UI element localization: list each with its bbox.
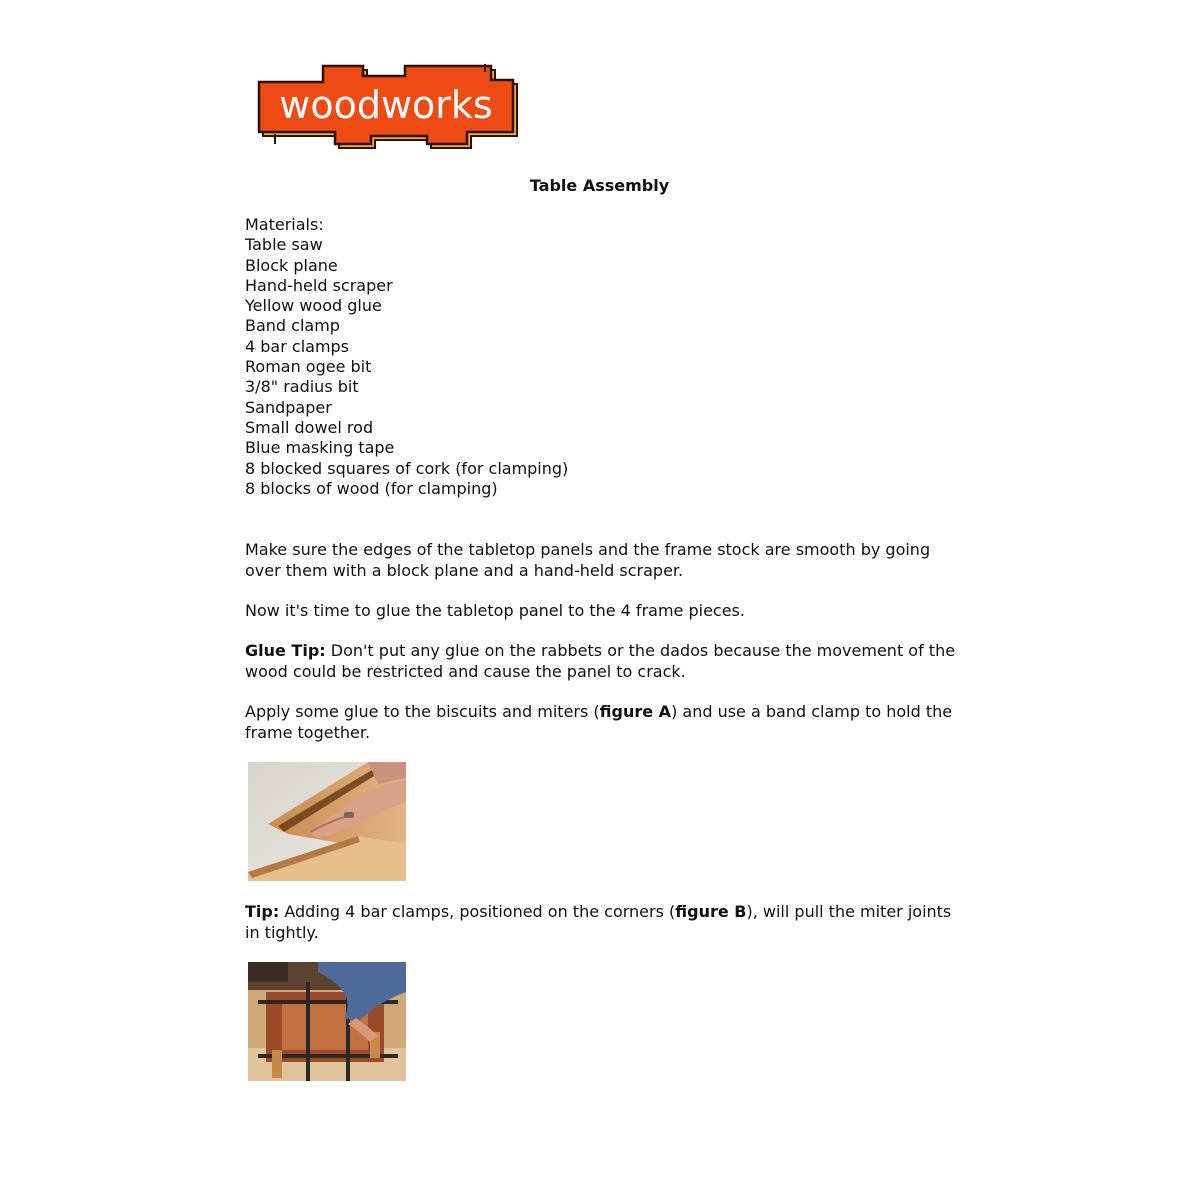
tip-text-a: Adding 4 bar clamps, positioned on the corners (: [279, 902, 676, 921]
list-item: Yellow wood glue: [245, 296, 382, 316]
list-item: 8 blocks of wood (for clamping): [245, 478, 498, 498]
glue-tip-text: Don't put any glue on the rabbets or the dados because the movement of the wood could be restricted and cause the panel to crack.: [245, 641, 956, 681]
list-item: 8 blocked squares of cork (for clamping): [245, 458, 569, 478]
figure-a-reference: figure A: [599, 702, 672, 721]
figure-b-reference: figure B: [675, 902, 747, 921]
list-item: Table saw: [245, 235, 323, 255]
list-item: Roman ogee bit: [245, 357, 372, 377]
figure-b-photo: [248, 962, 406, 1081]
tip-text-b: ), will pull the miter joints in tightly.: [245, 902, 952, 942]
glue-tip-label: Glue Tip:: [245, 641, 326, 660]
page-title: Table Assembly: [529, 176, 670, 195]
paragraph-glue-tip: [245, 641, 957, 682]
apply-glue-text-a: Apply some glue to the biscuits and miters (: [245, 702, 600, 721]
paragraph-smooth-edges: Make sure the edges of the tabletop panels and the frame stock are smooth by going over them with a block plane and a hand-held scraper.: [245, 540, 931, 580]
apply-glue-text-b: ) and use a band clamp to hold the frame together.: [245, 702, 953, 742]
list-item: Band clamp: [245, 316, 340, 336]
paragraph-apply-glue: [245, 702, 957, 743]
figure-a-photo: [248, 762, 406, 881]
list-item: Hand-held scraper: [245, 275, 393, 295]
paragraph-glue-panel: Now it's time to glue the tabletop panel to the 4 frame pieces.: [245, 601, 745, 620]
list-item: Small dowel rod: [245, 417, 374, 437]
list-item: 3/8" radius bit: [245, 377, 359, 397]
list-item: Blue masking tape: [245, 438, 395, 458]
list-item: Sandpaper: [245, 397, 332, 417]
tip-label: Tip:: [245, 902, 280, 921]
logo-text: woodworks: [279, 83, 493, 127]
woodworks-logo: [255, 64, 523, 152]
materials-heading: Materials:: [245, 215, 324, 234]
list-item: Block plane: [245, 255, 338, 275]
paragraph-tip: [245, 902, 957, 943]
materials-list: [245, 215, 954, 499]
list-item: 4 bar clamps: [245, 336, 350, 356]
